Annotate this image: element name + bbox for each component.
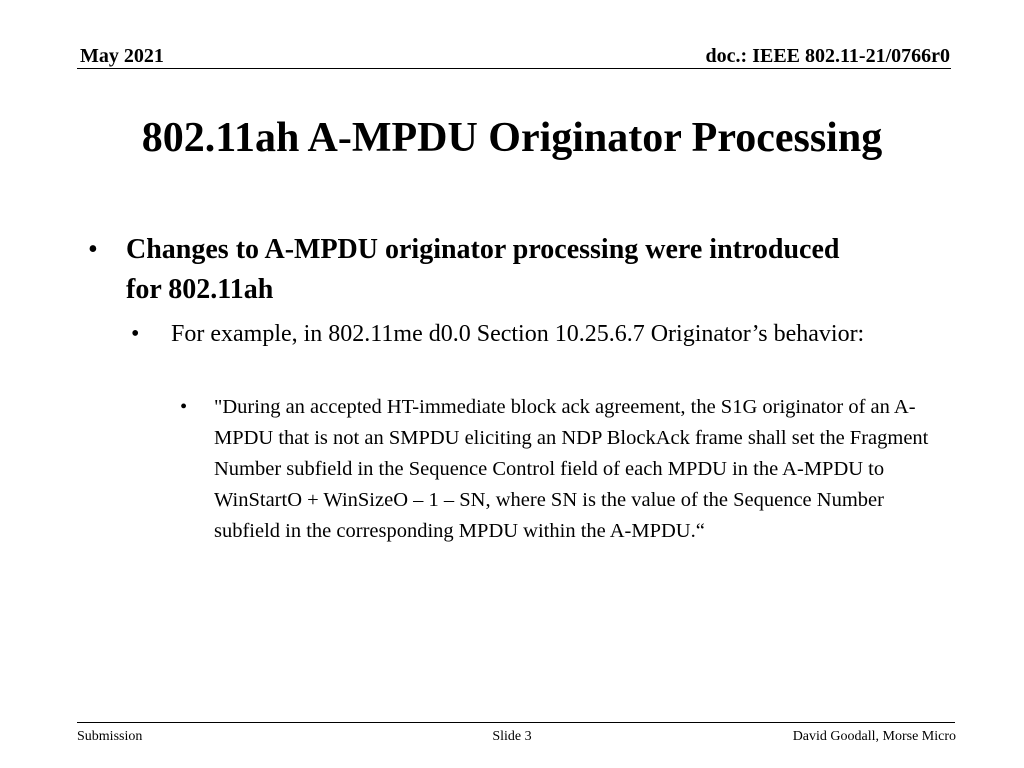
bullet-marker: • [88, 234, 98, 265]
bullet-marker: • [131, 321, 140, 347]
bullet-level-1-text: Changes to A-MPDU originator processing were introduced for 802.11ah [126, 234, 840, 305]
bullet-level-2 [131, 318, 891, 350]
header-doc-id: doc.: IEEE 802.11-21/0766r0 [705, 45, 950, 67]
bullet-level-3-text: "During an accepted HT-immediate block ack agreement, the S1G originator of an A-MPDU that is not an SMPDU eliciting an NDP BlockAck frame shall set the Fragment Number subfield in the Sequence Control field of each MPDU in the A-MPDU to WinStartO + WinSizeO – 1 – SN, where SN is the value of the Sequence Number subfield in the corresponding MPDU within the A-MPDU.“ [214, 396, 929, 542]
footer-submission: Submission [77, 729, 143, 744]
bullet-level-3 [180, 392, 944, 547]
footer-divider [77, 722, 955, 723]
footer-slide-number: Slide 3 [492, 729, 532, 744]
bullet-level-2-text: For example, in 802.11me d0.0 Section 10.25.6.7 Originator’s behavior: [171, 321, 865, 347]
header-divider [77, 68, 951, 69]
slide-title: 802.11ah A-MPDU Originator Processing [141, 115, 883, 161]
bullet-level-1 [88, 230, 866, 310]
header-date: May 2021 [80, 45, 164, 67]
bullet-marker: • [180, 396, 188, 418]
footer-author: David Goodall, Morse Micro [792, 729, 956, 744]
